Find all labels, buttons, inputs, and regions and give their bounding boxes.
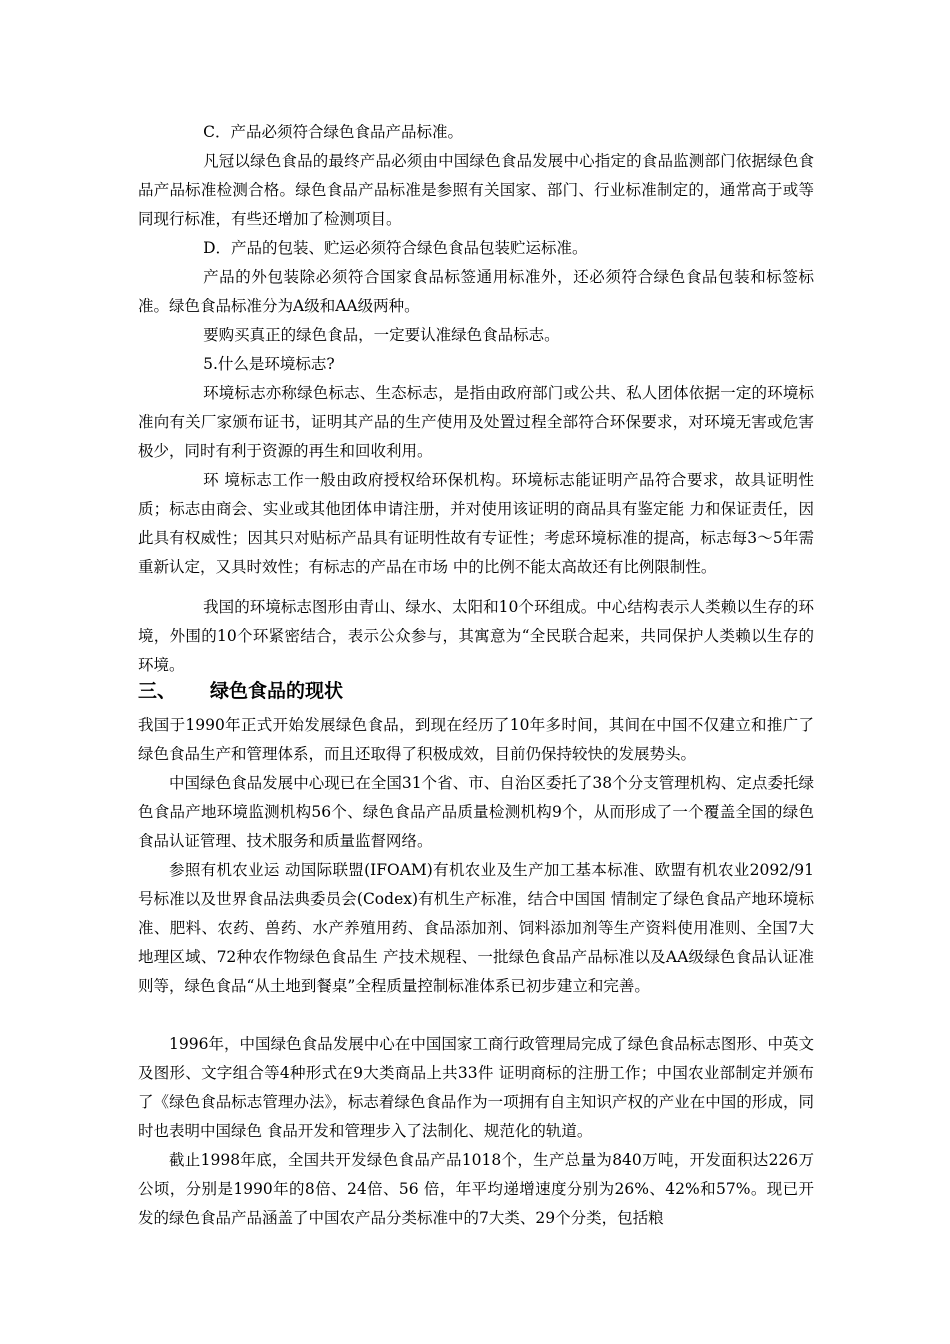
paragraph-trademark-registration: 1996年，中国绿色食品发展中心在中国国家工商行政管理局完成了绿色食品标志图形、中英文及图形、文字组合等4种形式在9大类商品上共33件 证明商标的注册工作；中国农业部制定并颁布了《绿色食品标志管理办法》，标志着绿色食品作为一项拥有自主知识产权的产业在中国的形成，同时也表明中国绿色 食品开发和管理步入了法制化、规范化的轨道。 xyxy=(138,1035,814,1140)
paragraph-buy-advice: 要购买真正的绿色食品，一定要认准绿色食品标志。 xyxy=(203,326,560,344)
question-heading: 5.什么是环境标志? xyxy=(203,355,335,373)
section-number: 三、 xyxy=(138,680,177,702)
paragraph-1998-statistics: 截止1998年底，全国共开发绿色食品产品1018个，生产总量为840万吨，开发面积达226万公顷，分别是1990年的8倍、24倍、56 倍，年平均递增速度分别为26%、42%和57%。现已开发的绿色食品产品涵盖了中国农产品分类标准中的7大类、29个分类，包括粮 xyxy=(138,1151,814,1227)
paragraph-development-start: 我国于1990年正式开始发展绿色食品，到现在经历了10年多时间，其间在中国不仅建立和推广了绿色食品生产和管理体系，而且还取得了积极成效，目前仍保持较快的发展势头。 xyxy=(138,716,814,763)
paragraph-c-standard: C．产品必须符合绿色食品产品标准。 xyxy=(203,123,463,141)
paragraph-env-label-properties: 环 境标志工作一般由政府授权给环保机构。环境标志能证明产品符合要求，故具证明性质；标志由商会、实业或其他团体申请注册，并对使用该证明的商品具有鉴定能 力和保证责任，因此具有权威性；因其只对贴标产品具有证明性故有专证性；考虑环境标准的提高，标志每3～5年需重新认定，又具时效性；有标志的产品在市场 中的比例不能太高故还有比例限制性。 xyxy=(138,471,814,576)
paragraph-standards-system: 参照有机农业运 动国际联盟(IFOAM)有机农业及生产加工基本标准、欧盟有机农业2092/91号标准以及世界食品法典委员会(Codex)有机生产标准，结合中国国 情制定了绿色食品产地环境标准、肥料、农药、兽药、水产养殖用药、食品添加剂、饲料添加剂等生产资料使用准则、全国7大地理区域、72种农作物绿色食品生 产技术规程、一批绿色食品产品标准以及AA级绿色食品认证准则等，绿色食品“从土地到餐桌”全程质量控制标准体系已初步建立和完善。 xyxy=(138,861,814,995)
paragraph-env-label-graphic: 我国的环境标志图形由青山、绿水、太阳和10个环组成。中心结构表示人类赖以生存的环境，外围的10个环紧密结合，表示公众参与，其寓意为“全民联合起来，共同保护人类赖以生存的环境。 xyxy=(138,598,814,674)
paragraph-management-network: 中国绿色食品发展中心现已在全国31个省、市、自治区委托了38个分支管理机构、定点委托绿色食品产地环境监测机构56个、绿色食品产品质量检测机构9个，从而形成了一个覆盖全国的绿色食品认证管理、技术服务和质量监督网络。 xyxy=(138,774,814,850)
paragraph-product-testing: 凡冠以绿色食品的最终产品必须由中国绿色食品发展中心指定的食品监测部门依据绿色食品产品标准检测合格。绿色食品产品标准是参照有关国家、部门、行业标准制定的，通常高于或等同现行标准，有些还增加了检测项目。 xyxy=(138,152,814,228)
paragraph-packaging-detail: 产品的外包装除必须符合国家食品标签通用标准外，还必须符合绿色食品包装和标签标准。绿色食品标准分为A级和AA级两种。 xyxy=(138,268,814,315)
paragraph-env-label-definition: 环境标志亦称绿色标志、生态标志，是指由政府部门或公共、私人团体依据一定的环境标准向有关厂家颁布证书，证明其产品的生产使用及处置过程全部符合环保要求，对环境无害或危害极少，同时有利于资源的再生和回收利用。 xyxy=(138,384,814,460)
section-title: 绿色食品的现状 xyxy=(210,680,344,702)
section-heading xyxy=(138,676,343,706)
paragraph-d-packaging: D．产品的包装、贮运必须符合绿色食品包装贮运标准。 xyxy=(203,239,588,257)
